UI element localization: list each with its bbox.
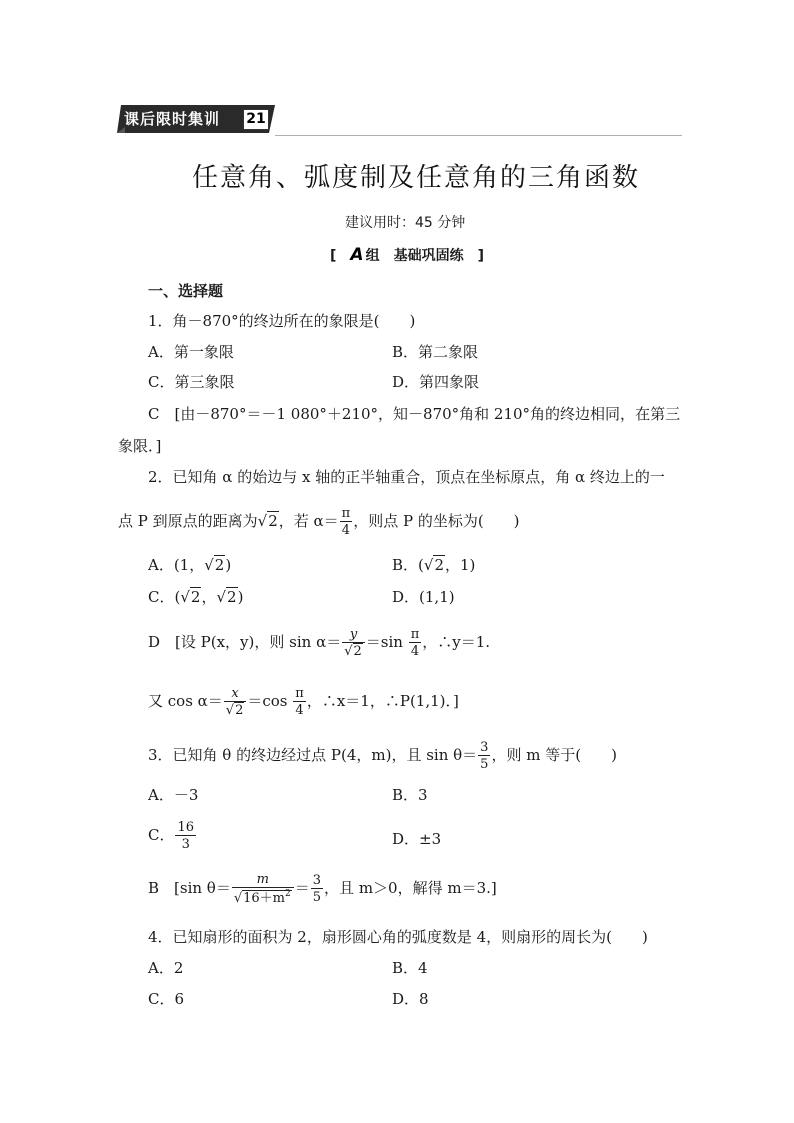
group-letter: A <box>350 245 364 265</box>
section-heading: 一、选择题 <box>148 282 224 300</box>
q3-option-a: A．－3 <box>148 786 199 804</box>
q1-stem: 1．角－870°的终边所在的象限是( ) <box>148 312 416 330</box>
q2-option-a: A．(1，√2) <box>148 556 232 574</box>
header-tag-label: 课后限时集训 <box>124 110 221 128</box>
q2-stem-line2: 点 P 到原点的距离为√2，若 α＝ $\frac{\pi}{4}$ ，则点 P 的坐标为( ) <box>118 506 520 538</box>
q2-option-c: C．(√2，√2) <box>148 588 244 606</box>
suggested-time: 建议用时：45 分钟 <box>345 215 466 231</box>
q3-option-d: D．±3 <box>392 830 442 848</box>
q1-option-d: D．第四象限 <box>392 373 480 391</box>
q3-stem: 3．已知角 θ 的终边经过点 P(4，m)，且 sin θ＝ $\frac{3}{5}$ ，则 m 等于( ) <box>148 740 617 772</box>
q1-answer-line1: C [由－870°＝－1 080°＋210°，知－870°角和 210°角的终边相同，在第三 <box>148 405 681 423</box>
q2-option-d: D．(1,1) <box>392 588 455 606</box>
q2-option-b: B．(√2，1) <box>392 556 476 574</box>
q1-option-b: B．第二象限 <box>392 343 479 361</box>
sqrt-2: √2 <box>257 512 278 530</box>
header-rule <box>275 135 682 136</box>
q4-option-a: A．2 <box>148 959 184 977</box>
page-title: 任意角、弧度制及任意角的三角函数 <box>192 163 641 193</box>
q1-option-a: A．第一象限 <box>148 343 234 361</box>
group-label: 组 基础巩固练 <box>365 248 464 264</box>
header-tag-number: 21 <box>243 109 269 130</box>
q4-option-b: B．4 <box>392 959 428 977</box>
q2-stem-line1: 2．已知角 α 的始边与 x 轴的正半轴重合，顶点在坐标原点，角 α 终边上的一 <box>148 468 665 486</box>
q2-answer-line2: 又 cos α＝ $\frac{x}{√2}$ ＝cos $\frac{\pi}{4}$ ，∴x＝1，∴P(1,1)．] <box>148 686 459 718</box>
q4-option-c: C．6 <box>148 990 185 1008</box>
q3-answer: B [sin θ＝ $\frac{m}{√16+m^2}$ ＝ $\frac{3}{5}$ ，且 m＞0，解得 m＝3.] <box>148 872 497 906</box>
q2-answer-line1: D [设 P(x，y)，则 sin α＝ $\frac{y}{√2}$ ＝sin $\frac{\pi}{4}$ ，∴y＝1. <box>148 627 491 659</box>
group-heading: [ A 组 基础巩固练 ] <box>330 245 484 265</box>
q1-option-c: C．第三象限 <box>148 373 235 391</box>
q1-answer-line2: 象限．] <box>118 437 162 455</box>
q3-option-c: C． $\frac{16}{3}$ <box>148 820 195 852</box>
fraction-pi-over-4: $\frac{\pi}{4}$ <box>341 506 351 538</box>
q4-option-d: D．8 <box>392 990 429 1008</box>
q4-stem: 4．已知扇形的面积为 2，扇形圆心角的弧度数是 4，则扇形的周长为( ) <box>148 928 648 946</box>
q3-option-b: B．3 <box>392 786 428 804</box>
